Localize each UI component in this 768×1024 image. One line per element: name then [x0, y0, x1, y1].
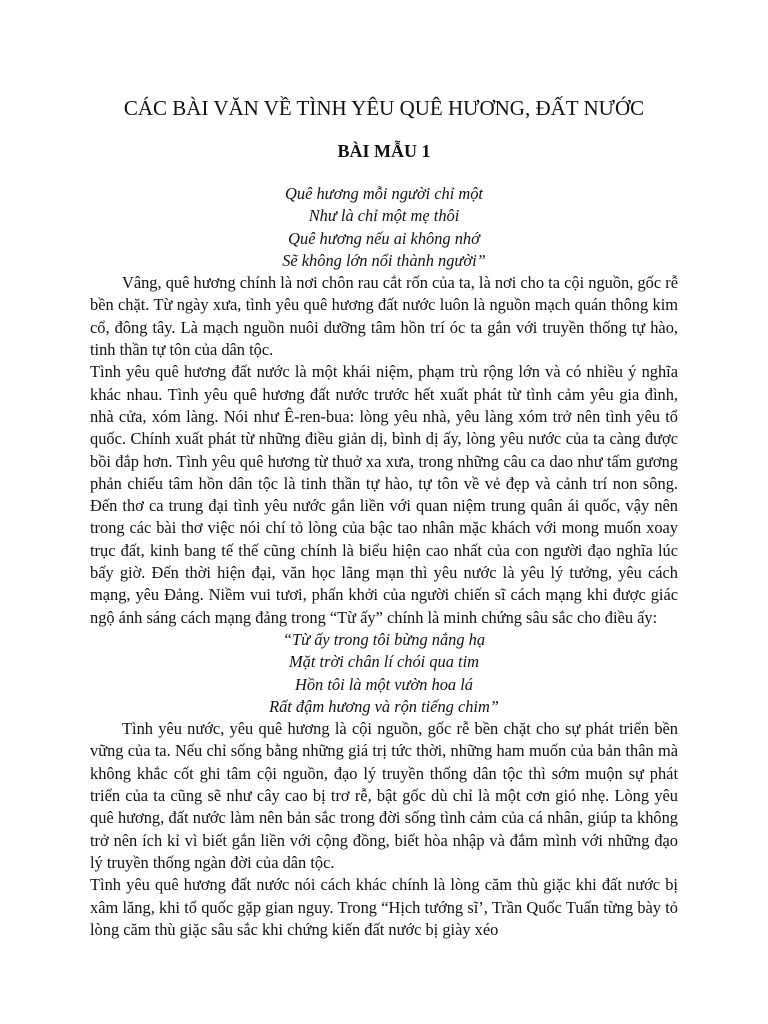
poem-line: Sẽ không lớn nổi thành người” [282, 250, 486, 270]
poem-line: Mặt trời chân lí chói qua tim [289, 652, 479, 672]
paragraph-3: Tình yêu nước, yêu quê hương là cội nguồn, gốc rễ bền chặt cho sự phát triển bền vững của ta. Nếu chỉ sống bằng những giá trị tức thời, những ham muốn của bản thân mà không khắc cốt ghi tâm cội nguồn, đạo lý truyền thống dân tộc thì sớm muộn sự phát triển của ta cũng sẽ như cây cao bị trơ rễ, bật gốc dù chỉ là một cơn gió nhẹ. Lòng yêu quê hương, đất nước làm nên bản sắc trong đời sống tình cảm của cá nhân, giúp ta không trở nên ích kỉ vì biết gắn liền với cộng đồng, biết hòa nhập và đắm mình với những đạo lý truyền thống ngàn đời của dân tộc. [90, 719, 678, 872]
poem-stanza-1 [90, 183, 678, 272]
poem-stanza-2 [90, 629, 678, 718]
document-subtitle: BÀI MẪU 1 [337, 141, 431, 161]
poem-line: Như là chỉ một mẹ thôi [308, 206, 460, 226]
paragraph-2: Tình yêu quê hương đất nước là một khái niệm, phạm trù rộng lớn và có nhiều ý nghĩa khác nhau. Tình yêu quê hương đất nước trước hết xuất phát từ tình cảm yêu gia đình, nhà cửa, xóm làng. Nói như Ê-ren-bua: lòng yêu nhà, yêu làng xóm trở nên tình yêu tổ quốc. Chính xuất phát từ những điều giản dị, bình dị ấy, lòng yêu nước của ta càng được bồi đắp hơn. Tình yêu quê hương từ thuở xa xưa, trong những câu ca dao như tấm gương phản chiếu tâm hồn dân tộc là tinh thần tự hào, tự tôn về vẻ đẹp và cảnh trí non sông. Đến thơ ca trung đại tình yêu nước gắn liền với quan niệm trung quân ái quốc, vậy nên trong các bài thơ việc nói chí tỏ lòng của bậc tao nhân mặc khách với mong muốn xoay trục đất, kinh bang tế thế cũng chính là biểu hiện cao nhất của con người đạo nghĩa lúc bấy giờ. Đến thời hiện đại, văn học lãng mạn thì yêu nước là yêu lý tưởng, yêu cách mạng, yêu Đảng. Niềm vui tươi, phấn khởi của người chiến sĩ cách mạng khi được giác ngộ ánh sáng cách mạng đảng trong “Từ ấy” chính là minh chứng sâu sắc cho điều ấy: [90, 362, 678, 627]
poem-line: Quê hương mỗi người chỉ một [285, 184, 483, 203]
poem-line: Rất đậm hương và rộn tiếng chim” [269, 696, 499, 716]
paragraph-1: Vâng, quê hương chính là nơi chôn rau cắt rốn của ta, là nơi cho ta cội nguồn, gốc rễ bền chặt. Từ ngày xưa, tình yêu quê hương đất nước luôn là nguồn mạch quán thông kim cổ, đông tây. Là mạch nguồn nuôi dưỡng tâm hồn trí óc ta gắn với truyền thống tự hào, tinh thần tự tôn của dân tộc. [90, 273, 678, 360]
document-page [90, 0, 678, 941]
poem-line: Quê hương nếu ai không nhớ [288, 228, 480, 248]
paragraph-4: Tình yêu quê hương đất nước nói cách khác chính là lòng căm thù giặc khi đất nước bị xâm lăng, khi tổ quốc gặp gian nguy. Trong “Hịch tướng sĩ’, Trần Quốc Tuấn từng bày tỏ lòng căm thù giặc sâu sắc khi chứng kiến đất nước bị giày xéo [90, 875, 678, 939]
poem-line: “Từ ấy trong tôi bừng nắng hạ [282, 629, 486, 649]
poem-line: Hồn tôi là một vườn hoa lá [295, 674, 473, 694]
document-title: CÁC BÀI VĂN VỀ TÌNH YÊU QUÊ HƯƠNG, ĐẤT NƯỚC [123, 96, 645, 120]
